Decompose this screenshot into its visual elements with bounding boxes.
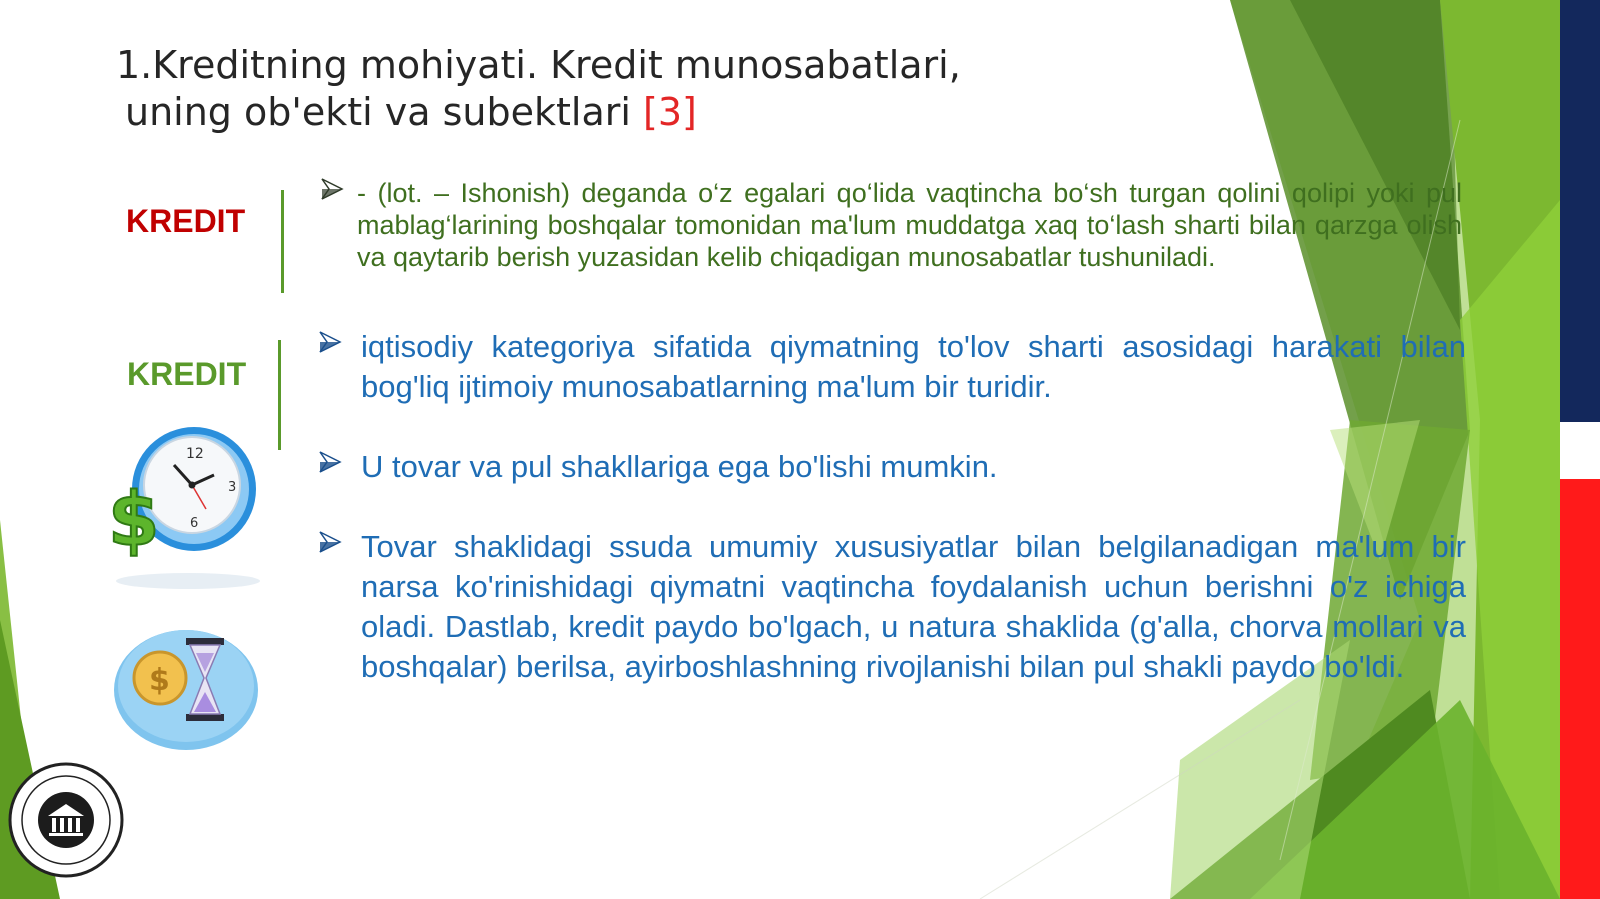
svg-text:3: 3 xyxy=(228,480,237,495)
clock-dollar-icon xyxy=(106,425,271,595)
red-accent-strip xyxy=(1560,479,1600,899)
hourglass-coin-icon xyxy=(108,620,263,755)
bullet-text-2: U tovar va pul shakllariga ega bo'lishi mumkin. xyxy=(361,449,998,484)
svg-text:$: $ xyxy=(108,477,160,563)
university-seal-icon xyxy=(6,760,126,880)
svg-text:$: $ xyxy=(149,663,170,698)
definition-text: - (lot. – Ishonish) deganda o‘z egalari qo‘lida vaqtincha bo‘sh turgan qolini qolipi yoki pul mablag‘larining boshqalar tomonidan ma'lum muddatga xaq to‘lash sharti bilan qarzga olish va qaytarib berish yuzasidan kelib chiqadigan munosabatlar tushuniladi. xyxy=(357,178,1462,272)
arrow-bullet-icon xyxy=(318,450,342,474)
title-reference: [3] xyxy=(643,90,697,134)
divider-line-2 xyxy=(278,340,281,450)
title-line-2 xyxy=(116,89,1116,136)
arrow-bullet-icon xyxy=(320,177,344,201)
divider-line-1 xyxy=(281,190,284,293)
svg-text:6: 6 xyxy=(190,516,199,531)
navy-accent-strip xyxy=(1560,0,1600,422)
svg-text:12: 12 xyxy=(186,446,204,462)
title-line-1: 1.Kreditning mohiyati. Kredit munosabatlari, xyxy=(116,43,961,87)
slide-title xyxy=(116,42,1116,136)
arrow-bullet-icon xyxy=(318,330,342,354)
title-line-2-text: uning ob'ekti va subektlari xyxy=(125,90,643,134)
bullet-text-3: Tovar shaklidagi ssuda umumiy xususiyatlar bilan belgilanadigan ma'lum bir narsa ko'rinishidagi qiymatni vaqtincha foydalanish uchun berishni o'z ichiga oladi. Dastlab, kredit paydo bo'lgach, u natura shaklida (g'alla, chorva mollari va boshqalar) berilsa, ayirboshlashning rivojlanishi bilan pul shakli paydo bo'ldi. xyxy=(361,529,1466,684)
kredit-label-red: KREDIT xyxy=(126,203,246,239)
bullet-text-1: iqtisodiy kategoriya sifatida qiymatning to'lov sharti asosidagi harakati bilan bog'liq ijtimoiy munosabatlarning ma'lum bir turidir. xyxy=(361,329,1466,404)
kredit-label-green: KREDIT xyxy=(127,356,247,392)
arrow-bullet-icon xyxy=(318,530,342,554)
